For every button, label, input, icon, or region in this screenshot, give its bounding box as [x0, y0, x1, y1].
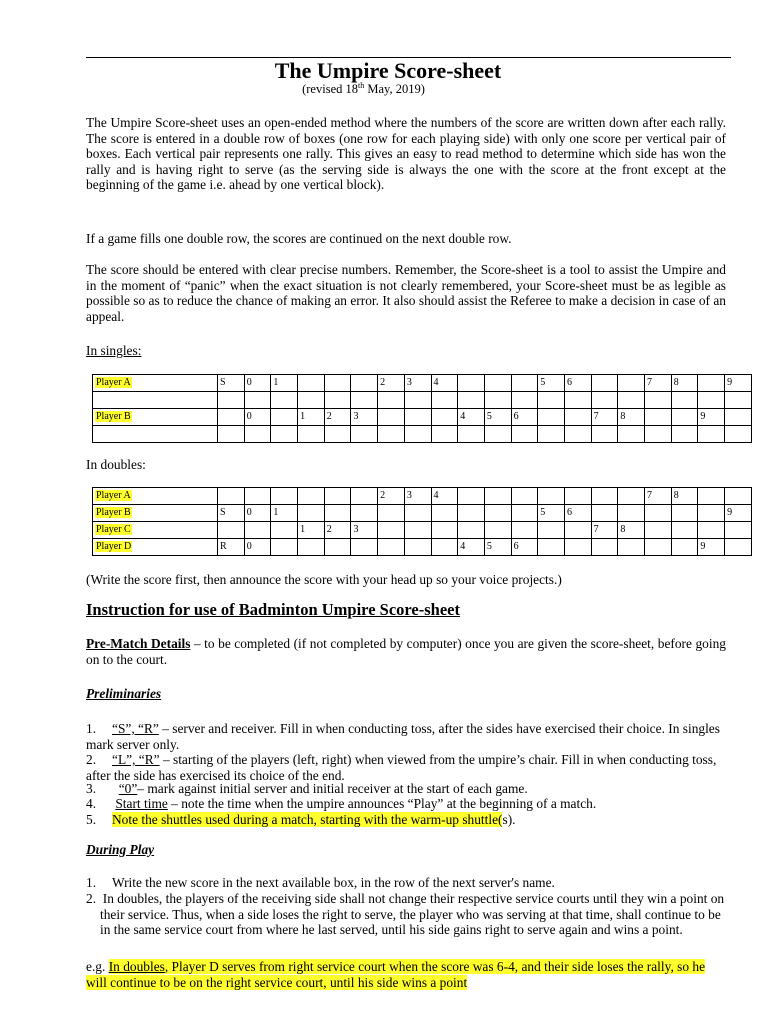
player-name: Player A — [96, 377, 131, 388]
score-cell — [645, 426, 672, 443]
score-cell — [591, 505, 618, 522]
player-name-cell — [93, 539, 218, 556]
score-cell: 0 — [244, 539, 271, 556]
score-cell — [218, 488, 245, 505]
score-cell — [671, 409, 698, 426]
intro-paragraph: The score should be entered with clear precise numbers. Remember, the Score-sheet is a tool to assist the Umpire and in the moment of “panic” when the exact situation is not clearly remembered, your Score-sheet must be as legible as possible so as to reduce the chance of making an error. It also should assist the Referee to make a decision in case of an appeal. — [86, 262, 726, 324]
score-cell — [351, 539, 378, 556]
score-cell — [511, 488, 538, 505]
score-cell — [458, 505, 485, 522]
score-cell: 3 — [404, 375, 431, 392]
score-cell — [218, 409, 245, 426]
preliminaries-item: 5. Note the shuttles used during a match, starting with the warm-up shuttle(s). — [86, 812, 516, 827]
score-cell — [618, 505, 645, 522]
score-cell: 9 — [698, 409, 725, 426]
score-cell — [484, 488, 511, 505]
score-cell — [645, 505, 672, 522]
score-cell — [538, 409, 565, 426]
player-name-cell — [93, 522, 218, 539]
score-cell — [645, 392, 672, 409]
score-cell — [458, 488, 485, 505]
score-cell: 2 — [378, 375, 405, 392]
score-cell — [725, 392, 752, 409]
player-name-cell — [93, 426, 218, 443]
score-cell: S — [218, 375, 245, 392]
player-name: Player B — [96, 411, 131, 422]
score-cell: 7 — [645, 488, 672, 505]
score-cell — [404, 426, 431, 443]
score-cell — [618, 426, 645, 443]
score-cell: 3 — [404, 488, 431, 505]
score-cell — [564, 392, 591, 409]
score-cell — [538, 426, 565, 443]
score-cell — [431, 426, 458, 443]
score-cell: 4 — [431, 375, 458, 392]
score-cell — [271, 539, 298, 556]
score-cell — [404, 392, 431, 409]
score-cell — [538, 392, 565, 409]
score-cell — [725, 488, 752, 505]
score-cell — [404, 522, 431, 539]
score-cell: 4 — [458, 539, 485, 556]
score-cell — [645, 539, 672, 556]
score-cell — [244, 488, 271, 505]
score-cell — [591, 392, 618, 409]
score-cell — [698, 522, 725, 539]
score-cell — [698, 505, 725, 522]
score-cell: 2 — [378, 488, 405, 505]
player-name-cell — [93, 409, 218, 426]
score-cell — [458, 522, 485, 539]
score-cell — [564, 488, 591, 505]
score-cell: 8 — [671, 488, 698, 505]
score-cell — [298, 375, 325, 392]
score-cell — [298, 488, 325, 505]
score-cell — [298, 392, 325, 409]
score-cell — [458, 375, 485, 392]
score-cell — [324, 488, 351, 505]
score-cell — [378, 539, 405, 556]
score-cell — [324, 375, 351, 392]
score-cell — [645, 409, 672, 426]
score-cell — [538, 522, 565, 539]
score-cell — [378, 426, 405, 443]
score-cell: 9 — [725, 375, 752, 392]
score-cell — [618, 539, 645, 556]
score-cell — [538, 488, 565, 505]
score-cell: 6 — [511, 409, 538, 426]
score-cell: 6 — [511, 539, 538, 556]
score-cell — [351, 426, 378, 443]
preliminaries-heading: Preliminaries — [86, 686, 162, 701]
doubles-row — [93, 505, 752, 522]
score-cell: 5 — [538, 375, 565, 392]
score-cell — [271, 392, 298, 409]
score-cell — [725, 522, 752, 539]
score-cell — [218, 392, 245, 409]
score-cell: R — [218, 539, 245, 556]
score-cell — [404, 505, 431, 522]
score-cell: 0 — [244, 375, 271, 392]
score-cell — [404, 409, 431, 426]
score-cell — [298, 426, 325, 443]
score-cell: 1 — [298, 409, 325, 426]
score-cell — [271, 409, 298, 426]
score-cell — [431, 522, 458, 539]
score-cell — [324, 392, 351, 409]
preliminaries-item: 4. Start time – note the time when the umpire announces “Play” at the beginning of a match. — [86, 796, 597, 811]
score-cell — [591, 488, 618, 505]
score-cell — [431, 392, 458, 409]
player-name: Player B — [96, 507, 131, 518]
score-cell: 2 — [324, 522, 351, 539]
singles-row — [93, 409, 752, 426]
score-cell — [618, 488, 645, 505]
score-cell — [511, 505, 538, 522]
singles-row — [93, 392, 752, 409]
score-cell: 5 — [538, 505, 565, 522]
player-name: Player D — [96, 541, 132, 552]
score-cell — [564, 409, 591, 426]
score-cell — [725, 409, 752, 426]
score-cell: 6 — [564, 375, 591, 392]
score-cell — [324, 539, 351, 556]
score-cell — [218, 426, 245, 443]
score-cell — [351, 375, 378, 392]
preliminaries-item: 2. “L”, “R” – starting of the players (left, right) when viewed from the umpire’s chair. Fill in when conducting toss, after the side has exercised its choice of the end. — [86, 752, 717, 783]
intro-paragraph: If a game fills one double row, the scores are continued on the next double row. — [86, 231, 512, 246]
score-cell — [484, 392, 511, 409]
singles-score-table — [92, 374, 752, 443]
doubles-row — [93, 539, 752, 556]
doubles-row — [93, 522, 752, 539]
score-cell: 5 — [484, 539, 511, 556]
score-cell — [484, 426, 511, 443]
singles-row — [93, 426, 752, 443]
score-cell: 7 — [591, 409, 618, 426]
during-play-heading: During Play — [86, 842, 155, 857]
score-cell — [671, 522, 698, 539]
player-name: Player A — [96, 490, 131, 501]
score-cell — [378, 409, 405, 426]
score-cell — [725, 539, 752, 556]
score-cell — [404, 539, 431, 556]
player-name-cell — [93, 505, 218, 522]
score-cell — [591, 375, 618, 392]
score-cell — [271, 426, 298, 443]
score-cell — [324, 505, 351, 522]
score-cell — [698, 375, 725, 392]
score-cell — [511, 522, 538, 539]
score-cell — [378, 392, 405, 409]
score-cell — [298, 539, 325, 556]
score-cell: 3 — [351, 522, 378, 539]
score-cell — [564, 522, 591, 539]
score-cell — [618, 392, 645, 409]
score-cell — [351, 505, 378, 522]
score-cell: 1 — [298, 522, 325, 539]
score-cell — [271, 488, 298, 505]
score-cell: 2 — [324, 409, 351, 426]
score-cell — [698, 426, 725, 443]
score-cell — [324, 426, 351, 443]
score-cell — [725, 426, 752, 443]
page-title: The Umpire Score-sheet — [274, 58, 502, 83]
score-cell — [618, 375, 645, 392]
score-cell — [458, 392, 485, 409]
score-cell — [484, 375, 511, 392]
during-play-item: 2. In doubles, the players of the receiving side shall not change their respective service courts until they win a point on their service. Thus, when a side loses the right to serve, the player who was serving at that time, shall continue to be in the same service court from where he last served, until his side gains right to serve again and wins a point. — [86, 891, 725, 938]
score-cell — [378, 505, 405, 522]
score-cell — [484, 505, 511, 522]
score-cell — [431, 505, 458, 522]
score-cell: 3 — [351, 409, 378, 426]
score-cell: 0 — [244, 505, 271, 522]
singles-label: In singles: — [86, 343, 142, 358]
score-cell — [511, 375, 538, 392]
score-cell: 5 — [484, 409, 511, 426]
doubles-row — [93, 488, 752, 505]
singles-row — [93, 375, 752, 392]
score-cell — [271, 522, 298, 539]
score-cell — [538, 539, 565, 556]
score-cell — [671, 505, 698, 522]
score-cell — [484, 522, 511, 539]
score-cell — [671, 539, 698, 556]
player-name: Player C — [96, 524, 131, 535]
score-cell — [564, 539, 591, 556]
score-cell — [645, 522, 672, 539]
score-cell — [591, 539, 618, 556]
instruction-heading: Instruction for use of Badminton Umpire Score-sheet — [86, 600, 460, 619]
score-cell — [671, 392, 698, 409]
score-cell — [698, 392, 725, 409]
score-cell: S — [218, 505, 245, 522]
score-cell — [244, 392, 271, 409]
player-name-cell — [93, 375, 218, 392]
score-cell — [218, 522, 245, 539]
score-cell — [511, 392, 538, 409]
score-cell: 6 — [564, 505, 591, 522]
score-cell: 4 — [458, 409, 485, 426]
score-cell — [591, 426, 618, 443]
preliminaries-item: 3. “0”– mark against initial server and initial receiver at the start of each game. — [86, 781, 528, 796]
score-cell — [564, 426, 591, 443]
score-cell: 7 — [645, 375, 672, 392]
doubles-score-table — [92, 487, 752, 556]
pre-match-details: Pre-Match Details – to be completed (if not completed by computer) once you are given the score-sheet, before going on to the court. — [86, 636, 726, 667]
score-cell: 1 — [271, 375, 298, 392]
page-subtitle: (revised 18th May, 2019) — [302, 80, 425, 96]
score-cell — [671, 426, 698, 443]
score-cell: 9 — [698, 539, 725, 556]
score-cell — [698, 488, 725, 505]
score-cell — [458, 426, 485, 443]
score-cell: 4 — [431, 488, 458, 505]
write-note: (Write the score first, then announce the score with your head up so your voice projects.) — [86, 572, 562, 587]
score-cell: 7 — [591, 522, 618, 539]
score-cell — [511, 426, 538, 443]
score-cell: 0 — [244, 409, 271, 426]
score-cell — [378, 522, 405, 539]
score-cell — [298, 505, 325, 522]
example-text: e.g. In doubles, Player D serves from right service court when the score was 6-4, and their side loses the rally, so he will continue to be on the right service court, until his side wins a point — [86, 959, 706, 990]
preliminaries-item: 1. “S”, “R” – server and receiver. Fill in when conducting toss, after the sides have exercised their choice. In singles mark server only. — [86, 721, 720, 752]
doubles-label: In doubles: — [86, 457, 146, 472]
player-name-cell — [93, 488, 218, 505]
score-cell: 8 — [618, 522, 645, 539]
score-cell — [244, 522, 271, 539]
score-cell — [431, 409, 458, 426]
player-name-cell — [93, 392, 218, 409]
during-play-item: 1. Write the new score in the next available box, in the row of the next server's name. — [86, 875, 555, 890]
score-cell: 1 — [271, 505, 298, 522]
score-cell — [431, 539, 458, 556]
score-cell: 8 — [618, 409, 645, 426]
score-cell: 9 — [725, 505, 752, 522]
score-cell: 8 — [671, 375, 698, 392]
intro-paragraph: The Umpire Score-sheet uses an open-ended method where the numbers of the score are written down after each rally. The score is entered in a double row of boxes (one row for each playing side) with only one score per vertical pair of boxes. Each vertical pair represents one rally. This gives an easy to read method to determine which side has won the rally and is having right to serve (as the serving side is always the one with the score at the front except at the beginning of the game i.e. ahead by one vertical block). — [86, 115, 726, 193]
score-cell — [244, 426, 271, 443]
score-cell — [351, 488, 378, 505]
score-cell — [351, 392, 378, 409]
